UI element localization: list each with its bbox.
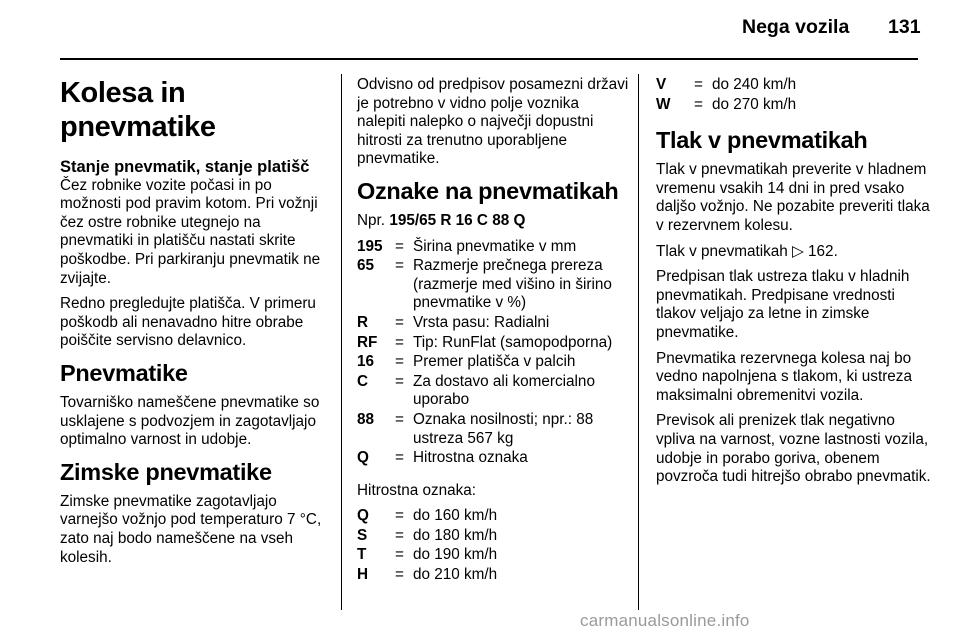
speed-code-list <box>357 507 629 584</box>
reference-text: Tlak v pnevmatikah <box>656 242 788 260</box>
heading-pnevmatike: Pnevmatike <box>60 359 188 386</box>
code-key: Q <box>357 449 369 467</box>
equals-sign: = <box>395 237 404 255</box>
equals-sign: = <box>395 546 404 564</box>
code-key: 16 <box>357 353 375 371</box>
equals-sign: = <box>395 566 404 584</box>
equals-sign: = <box>395 353 404 371</box>
code-description: do 210 km/h <box>413 566 498 584</box>
code-key: R <box>357 313 369 331</box>
header-divider <box>60 58 918 60</box>
paragraph: Previsok ali prenizek tlak negativno vpliva na varnost, vozne lastnosti vozila, udobje in porabo goriva, obenem povzroča tudi hitrejšo obrabo pnevmatik. <box>656 412 931 486</box>
equals-sign: = <box>395 526 404 544</box>
column-1 <box>60 76 330 574</box>
code-key: W <box>656 95 671 113</box>
code-description: Hitrostna oznaka <box>413 449 528 467</box>
heading-zimske-pnevmatike: Zimske pnevmatike <box>60 458 272 485</box>
section-title: Kolesa in pnevmatike <box>60 77 216 143</box>
code-key: 88 <box>357 410 375 428</box>
paragraph: Pnevmatika rezervnega kolesa naj bo vedno napolnjena s tlakom, ki ustreza maksimalni obremenitvi vozila. <box>656 349 912 404</box>
column-divider-1 <box>341 74 342 610</box>
heading-tlak: Tlak v pnevmatikah <box>656 127 868 154</box>
code-description: do 240 km/h <box>712 76 797 93</box>
reference-page[interactable]: 162. <box>808 242 838 260</box>
code-key: C <box>357 372 369 390</box>
heading-oznake: Oznake na pnevmatikah <box>357 177 619 204</box>
code-key: V <box>656 76 667 93</box>
paragraph: Tlak v pnevmatikah preverite v hladnem vremenu vsakih 14 dni in pred vsako daljšo vožnjo. Ne pozabite preveriti tlaka v rezervnem kolesu. <box>656 161 930 234</box>
example-line <box>357 212 629 231</box>
code-key: 195 <box>357 237 383 255</box>
column-3 <box>656 76 938 494</box>
page-header-title: Nega vozila <box>742 16 850 38</box>
equals-sign: = <box>694 95 703 113</box>
equals-sign: = <box>395 507 404 525</box>
code-description: Širina pnevmatike v mm <box>413 237 577 255</box>
code-description: Oznaka nosilnosti; npr.: 88 ustreza 567 kg <box>413 410 594 447</box>
code-key: Q <box>357 507 369 525</box>
equals-sign: = <box>395 449 404 467</box>
paragraph: Predpisan tlak ustreza tlaku v hladnih pnevmatikah. Predpisane vrednosti tlakov veljajo za letne in zimske pnevmatike. <box>656 268 910 341</box>
tire-code-list <box>357 238 629 468</box>
code-description: Razmerje prečnega prereza (razmerje med višino in širino pnevmatike v %) <box>413 257 612 312</box>
example-prefix: Npr. <box>357 211 386 229</box>
arrow-icon: ▷ <box>792 242 804 260</box>
paragraph: Zimske pnevmatike zagotavljajo varnejšo vožnjo pod temperaturo 7 °C, zato naj bodo nameščene na vseh kolesih. <box>60 492 322 566</box>
subsection-heading: Stanje pnevmatik, stanje platišč <box>60 158 310 176</box>
code-key: RF <box>357 333 378 351</box>
column-divider-2 <box>638 74 639 610</box>
example-code: 195/65 R 16 C 88 Q <box>389 211 526 229</box>
code-description: do 180 km/h <box>413 526 498 544</box>
code-description: Tip: RunFlat (samopodporna) <box>413 333 613 351</box>
watermark: carmanualsonline.info <box>580 611 750 630</box>
code-key: 65 <box>357 257 375 275</box>
speed-code-list-continued <box>656 76 938 114</box>
equals-sign: = <box>395 372 404 390</box>
paragraph: Tovarniško nameščene pnevmatike so usklajene s podvozjem in zagotavljajo optimalno varnost in udobje. <box>60 393 320 449</box>
code-description: do 190 km/h <box>413 546 498 564</box>
paragraph: Odvisno od predpisov posamezni državi je potrebno v vidno polje voznika nalepiti nalepko o največji dopustni hitrosti za trenutno uporabljene pnevmatike. <box>357 76 629 168</box>
page-number: 131 <box>888 16 921 38</box>
code-description: Za dostavo ali komercialno uporabo <box>413 372 595 409</box>
equals-sign: = <box>395 410 404 428</box>
paragraph-reference <box>656 243 938 262</box>
column-2 <box>357 76 629 593</box>
code-key: T <box>357 546 367 564</box>
equals-sign: = <box>395 313 404 331</box>
code-key: S <box>357 526 368 544</box>
code-key: H <box>357 566 369 584</box>
equals-sign: = <box>395 333 404 351</box>
code-description: do 160 km/h <box>413 507 498 525</box>
speed-intro: Hitrostna oznaka: <box>357 481 477 499</box>
equals-sign: = <box>694 76 703 93</box>
equals-sign: = <box>395 257 404 275</box>
code-description: do 270 km/h <box>712 95 797 113</box>
code-description: Vrsta pasu: Radialni <box>413 313 550 331</box>
paragraph: Redno pregledujte platišča. V primeru poškodb ali nenavadno hitre obrabe poiščite servisno delavnico. <box>60 295 316 350</box>
paragraph: Čez robnike vozite počasi in po možnosti pod pravim kotom. Pri vožnji čez ostre robnike utegnejo na pnevmatiki in platišču nastati skrite poškodbe. Pri parkiranju pnevmatik ne zvijajte. <box>60 176 321 287</box>
code-description: Premer platišča v palcih <box>413 353 576 371</box>
